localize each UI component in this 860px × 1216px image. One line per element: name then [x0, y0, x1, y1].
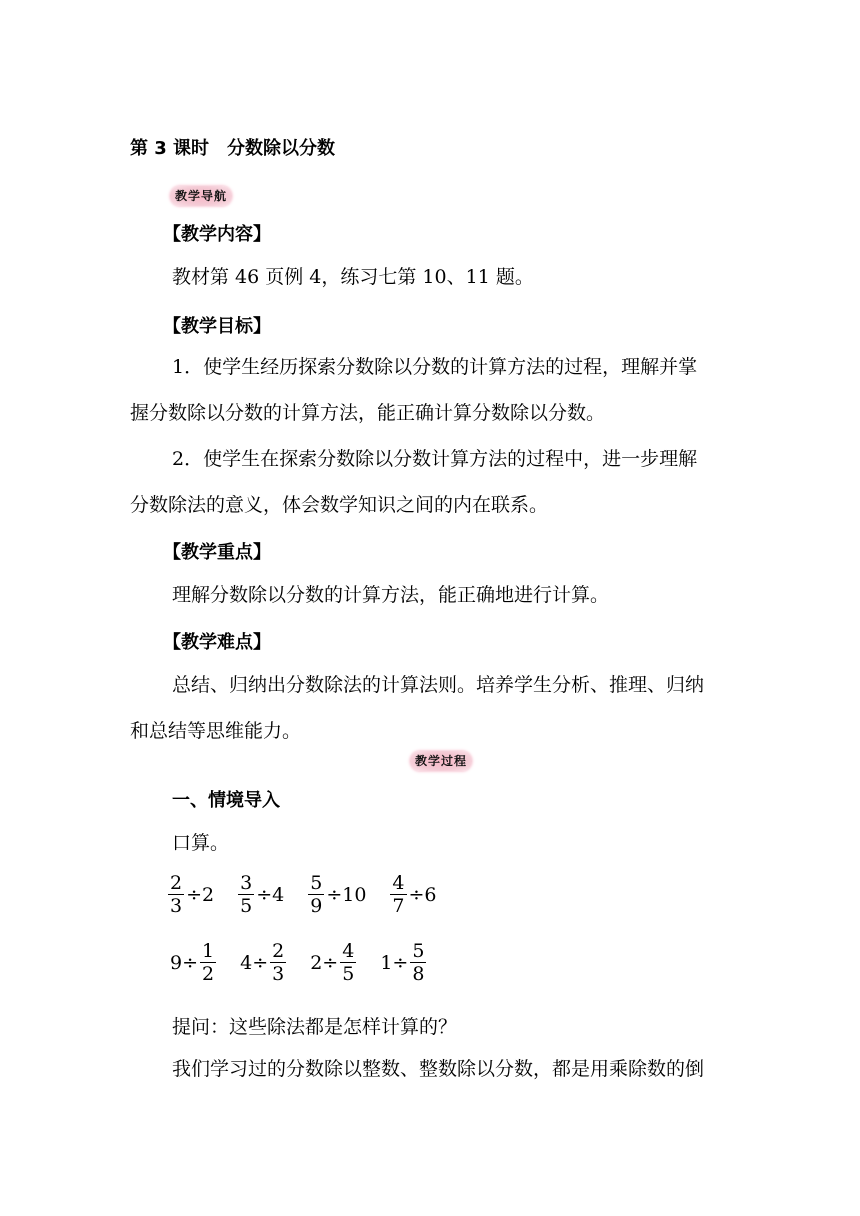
fraction — [410, 940, 426, 985]
operator: 1÷ — [380, 951, 409, 974]
operator: 9÷ — [170, 951, 199, 974]
denominator: 2 — [202, 963, 215, 985]
difficulty-heading: 【教学难点】 — [163, 632, 271, 653]
denominator: 3 — [170, 895, 183, 917]
teaching-nav-badge: 教学导航 — [170, 186, 232, 206]
operator: ÷6 — [408, 883, 437, 906]
question-text: 提问：这些除法都是怎样计算的？ — [172, 1016, 458, 1038]
operator: ÷10 — [326, 883, 367, 906]
key-text: 理解分数除以分数的计算方法，能正确地进行计算。 — [172, 584, 610, 606]
numerator: 2 — [272, 940, 285, 962]
fraction — [390, 872, 406, 917]
fraction — [308, 872, 324, 917]
difficulty-line-1: 总结、归纳出分数除法的计算法则。培养学生分析、推理、归纳 — [172, 674, 705, 696]
operator: 4÷ — [240, 951, 269, 974]
denominator: 5 — [240, 895, 253, 917]
content-text: 教材第 46 页例 4，练习七第 10、11 题。 — [172, 266, 534, 288]
fraction — [238, 872, 254, 917]
key-heading: 【教学重点】 — [163, 542, 271, 563]
numerator: 3 — [240, 872, 253, 894]
fraction — [340, 940, 356, 985]
goals-heading: 【教学目标】 — [163, 316, 271, 337]
goal-1-line-1: 1．使学生经历探索分数除以分数的计算方法的过程，理解并掌 — [172, 356, 698, 378]
numerator: 2 — [170, 872, 183, 894]
fraction — [270, 940, 286, 985]
teaching-process-badge: 教学过程 — [410, 751, 472, 771]
numerator: 4 — [342, 940, 355, 962]
numerator: 4 — [392, 872, 405, 894]
goal-1-line-2: 握分数除以分数的计算方法，能正确计算分数除以分数。 — [130, 402, 606, 424]
expr-8 — [380, 940, 428, 985]
numerator: 1 — [202, 940, 215, 962]
expr-4 — [388, 872, 436, 917]
numerator: 5 — [310, 872, 323, 894]
expr-5 — [170, 940, 218, 985]
denominator: 7 — [392, 895, 405, 917]
expr-1 — [166, 872, 214, 917]
explanation-line: 我们学习过的分数除以整数、整数除以分数，都是用乘除数的倒 — [172, 1058, 705, 1080]
denominator: 8 — [412, 963, 425, 985]
numerator: 5 — [412, 940, 425, 962]
operator: ÷2 — [186, 883, 215, 906]
oral-calc-row-1 — [166, 872, 459, 917]
difficulty-line-2: 和总结等思维能力。 — [130, 720, 302, 742]
expr-2 — [236, 872, 284, 917]
lesson-title: 第 3 课时 分数除以分数 — [130, 138, 336, 159]
operator: ÷4 — [256, 883, 285, 906]
content-heading: 【教学内容】 — [163, 224, 271, 245]
expr-7 — [310, 940, 358, 985]
oral-calc-row-2 — [170, 940, 450, 985]
goal-2-line-1: 2．使学生在探索分数除以分数计算方法的过程中，进一步理解 — [172, 448, 698, 470]
denominator: 5 — [342, 963, 355, 985]
intro-heading: 一、情境导入 — [172, 790, 280, 811]
expr-6 — [240, 940, 288, 985]
operator: 2÷ — [310, 951, 339, 974]
fraction — [168, 872, 184, 917]
denominator: 9 — [310, 895, 323, 917]
expr-3 — [306, 872, 366, 917]
oral-calc-label: 口算。 — [172, 832, 230, 854]
goal-2-line-2: 分数除法的意义，体会数学知识之间的内在联系。 — [130, 494, 549, 516]
fraction — [200, 940, 216, 985]
denominator: 3 — [272, 963, 285, 985]
